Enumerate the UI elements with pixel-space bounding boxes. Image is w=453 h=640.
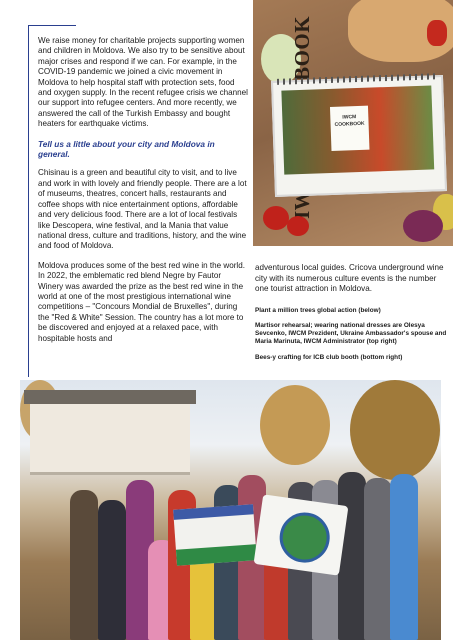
person xyxy=(364,478,392,640)
globe-logo-icon xyxy=(276,509,332,565)
continuation-paragraph: adventurous local guides. Cricova underground wine city with its numerous culture events is the number one tourist attraction in Moldova. xyxy=(255,263,444,293)
caption-crafting: Bees-y crafting for ICB club booth (bottom right) xyxy=(255,354,403,361)
accent-rule-left xyxy=(28,25,29,377)
tomato-icon xyxy=(287,216,309,236)
caption-tree-planting: Plant a million trees global action (below) xyxy=(255,307,381,314)
cookbook-photo xyxy=(253,0,453,246)
cookbook-cover-label: IWCM COOKBOOK xyxy=(330,106,370,151)
caption-martisor: Martisor rehearsal; wearing national dresses are Olesya Sevcenko, IWCM Prezident, Ukraine Ambassador's spouse and Maria Marinuta, IWCM Administrator (top right) xyxy=(255,322,447,346)
tomato-icon xyxy=(263,206,289,230)
city-paragraph: Chisinau is a green and beautiful city to visit, and to live and work in with lovely and friendly people. There are a lot of museums, theatres, concert halls, restaurants and coffee shops with nice entertainment options, affordable and very delicious food. There are a lot of local festivals like Descopera, wine festival, and la Mania that value national dress, culture and traditions, history, and the wine and food of Moldova. xyxy=(38,168,247,251)
section-subheading: Tell us a little about your city and Moldova in general. xyxy=(38,138,215,160)
onion-icon xyxy=(403,210,443,242)
person xyxy=(98,500,126,640)
group-photo xyxy=(20,380,441,640)
roof xyxy=(24,390,196,404)
intro-paragraph: We raise money for charitable projects supporting women and children in Moldova. We also try to be sensitive about major crises and respond if we can. For example, in the COVID-19 pandemic we joined a civic movement in Moldova to help hospital staff with protection sets, food and oxygen supply. In the recent refugee crisis we channel our support into refugee centers. And more recently, we answered the call of the Turkish Embassy and bought heaters for earthquake victims. xyxy=(38,36,248,129)
wine-paragraph: Moldova produces some of the best red wine in the world. In 2022, the emblematic red blend Negre by Fautor Winery was awarded the prize as the best red wine in the world at one of the most prestigious international wine competitions – "Concours Mondial de Bruxelles", during the "Red & White" Session. The country has a lot more to be discovered and enjoyed at a relaxed pace, with hospitable hosts and xyxy=(38,260,245,343)
cookbook-calendar xyxy=(271,75,447,197)
person xyxy=(70,490,98,640)
person xyxy=(338,472,366,640)
article-column xyxy=(38,36,248,353)
person xyxy=(390,474,418,640)
accent-rule-top xyxy=(28,25,76,26)
pepper-icon xyxy=(427,20,447,46)
club-banner-right xyxy=(254,494,349,575)
club-banner-left xyxy=(173,504,257,565)
